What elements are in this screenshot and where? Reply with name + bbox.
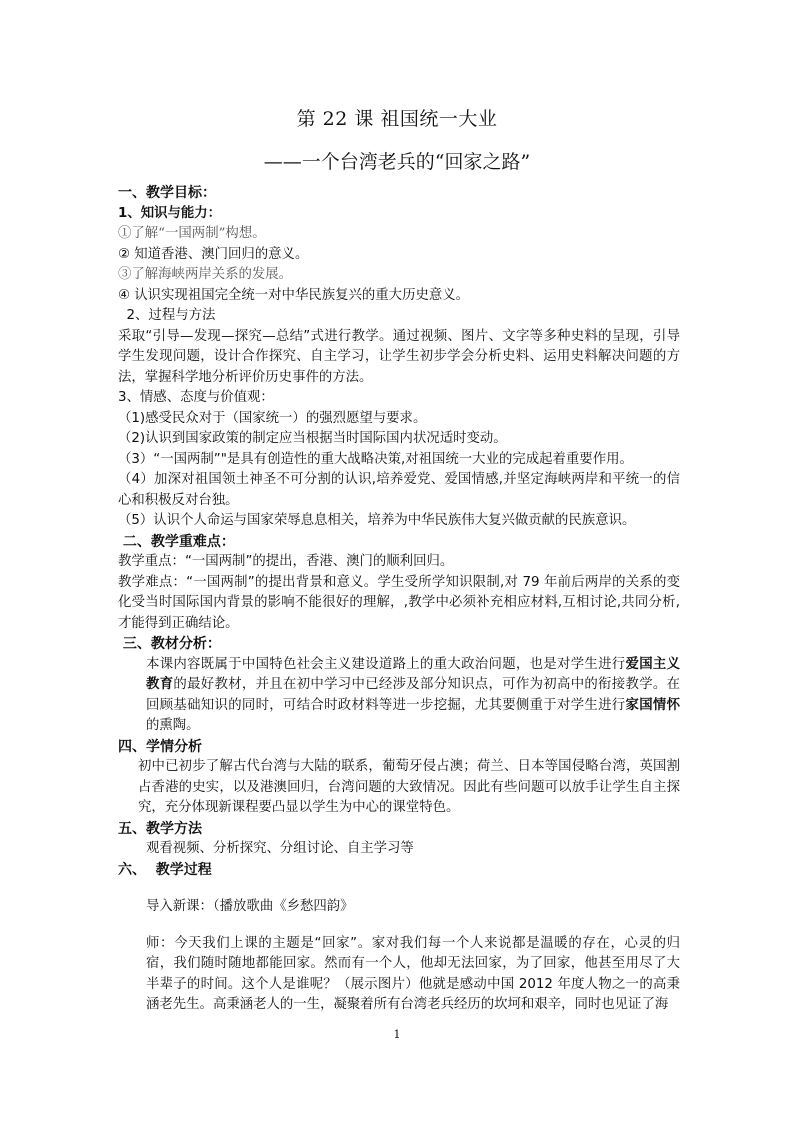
- section-material-heading: 三、教材分析：: [118, 636, 221, 652]
- knowledge-item-1: ①了解“一国两制”构想。: [118, 226, 266, 241]
- emotion-item-1: （1)感受民众对于（国家统一）的强烈愿望与要求。: [118, 410, 427, 426]
- lesson-subtitle: ——一个台湾老兵的“回家之路”: [263, 151, 531, 173]
- teacher-speech: 师：今天我们上课的主题是“回家”。家对我们每一个人来说都是温暖的存在，心灵的归宿，我们随时随地都能回家。然而有一个人，他却无法回家，为了回家，他甚至用尽了大半辈子的时间。这个人是谁呢？（展示图片）他就是感动中国 2012 年度人物之一的高秉涵老先生。高秉涵老人的一生，凝聚着所有台湾老兵经历的坎坷和艰辛，同时也见证了海: [146, 935, 680, 1012]
- teaching-focus: 教学重点：“一国两制”的提出，香港、澳门的顺利回归。: [118, 554, 454, 569]
- section-process-heading: 六、 教学过程: [118, 861, 212, 878]
- spacer: [118, 880, 680, 897]
- patriotism-emphasis: 爱国主义教育: [146, 656, 681, 692]
- page-number: 1: [393, 1028, 401, 1041]
- emotion-item-4: （4）加深对祖国领土神圣不可分割的认识,培养爱党、爱国情感,并坚定海峡两岸和平统一的信心和积极反对台独。: [118, 472, 680, 508]
- process-heading: 2、过程与方法: [118, 308, 216, 323]
- teaching-difficulty: 教学难点：“一国两制”的提出背景和意义。学生受所学知识限制,对 79 年前后两岸的关系的变化受当时国际国内背景的影响不能很好的理解，,教学中必须补充相应材料,互相讨论,共同分析,才能得到正确结论。: [118, 574, 680, 631]
- section-objectives-heading: 一、教学目标：: [118, 185, 216, 201]
- students-analysis-text: 初中已初步了解古代台湾与大陆的联系，葡萄牙侵占澳；荷兰、日本等国侵略台湾，英国割占香港的史实，以及港澳回归，台湾问题的大致情况。因此有些问题可以放手让学生自主探究，充分体现新课程要凸显以学生为中心的课堂特色。: [138, 759, 680, 815]
- knowledge-item-2: ② 知道香港、澳门回归的意义。: [118, 246, 309, 262]
- material-analysis-text: 本课内容既属于中国特色社会主义建设道路上的重大政治问题，也是对学生进行爱国主义教育的最好教材，并且在初中学习中已经涉及部分知识点，可作为初高中的衔接教学。在回顾基础知识的同时，可结合时政材料等进一步挖掘，尤其要侧重于对学生进行家国情怀的熏陶。: [146, 656, 681, 733]
- section-students-heading: 四、学情分析: [118, 738, 202, 755]
- process-text: 采取“引导—发现—探究—总结”式进行教学。通过视频、图片、文字等多种史料的呈现，引导学生发现问题，设计合作探究、自主学习，让学生初步学会分析史料、运用史料解决问题的方法，掌握科学地分析评价历史事件的方法。: [118, 328, 680, 385]
- section-keypoints-heading: 二、教学重难点：: [118, 533, 235, 550]
- emotion-item-3: （3）“一国两制”"是具有创造性的重大战略决策,对祖国统一大业的完成起着重要作用。: [118, 451, 633, 467]
- emotion-item-2: （2)认识到国家政策的制定应当根据当时国际国内状况适时变动。: [118, 431, 507, 446]
- emotion-item-5: （5）认识个人命运与国家荣辱息息相关，培养为中华民族伟大复兴做贡献的民族意识。: [118, 513, 636, 528]
- intro-text: 导入新课：（播放歌曲《乡愁四韵》: [146, 899, 354, 914]
- methods-text: 观看视频、分析探究、分组讨论、自主学习等: [146, 841, 414, 856]
- emotion-heading: 3、情感、态度与价值观：: [118, 390, 274, 405]
- homeland-emphasis: 家国情怀: [625, 697, 681, 713]
- lesson-title: 第 22 课 祖国统一大业: [296, 108, 498, 130]
- knowledge-item-3: ③了解海峡两岸关系的发展。: [118, 267, 293, 282]
- knowledge-item-4: ④ 认识实现祖国完全统一对中华民族复兴的重大历史意义。: [118, 287, 470, 303]
- knowledge-heading: 1、知识与能力：: [118, 205, 222, 221]
- spacer: [118, 918, 680, 934]
- document-body: [118, 183, 680, 1016]
- section-methods-heading: 五、教学方法: [118, 820, 202, 837]
